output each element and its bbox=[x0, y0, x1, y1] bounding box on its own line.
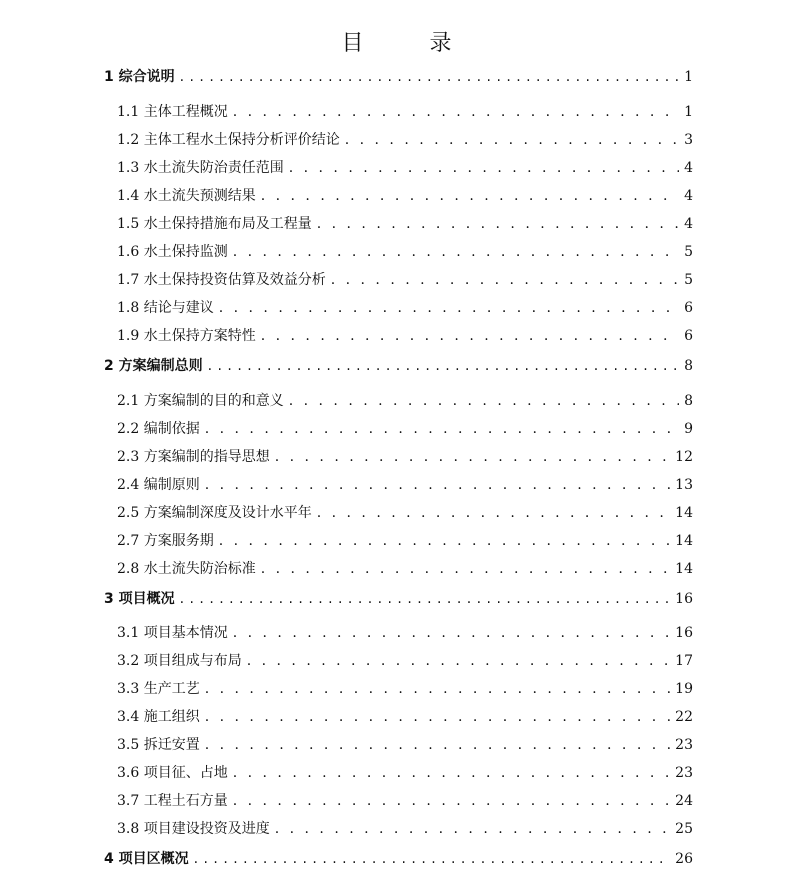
toc-label: 3.2 项目组成与布局 bbox=[117, 653, 242, 669]
toc-label: 2.7 方案服务期 bbox=[117, 533, 214, 549]
toc-entry[interactable] bbox=[117, 678, 693, 700]
toc-entry[interactable] bbox=[117, 530, 693, 552]
toc-label: 2.4 编制原则 bbox=[117, 477, 200, 493]
leader-dots bbox=[261, 185, 679, 207]
toc-entry[interactable] bbox=[117, 558, 693, 580]
leader-dots bbox=[233, 101, 679, 123]
toc-page-number: 23 bbox=[675, 737, 693, 753]
toc-label: 1.3 水土流失防治责任范围 bbox=[117, 160, 284, 176]
toc-label: 1.6 水土保持监测 bbox=[117, 244, 228, 260]
toc-page-number: 25 bbox=[675, 821, 693, 837]
toc-entry[interactable] bbox=[117, 213, 693, 235]
leader-dots bbox=[233, 241, 679, 263]
toc-label: 1.7 水土保持投资估算及效益分析 bbox=[117, 272, 326, 288]
toc-page-number: 3 bbox=[684, 132, 693, 148]
toc-page-number: 26 bbox=[675, 851, 693, 867]
toc-page-number: 22 bbox=[675, 709, 693, 725]
toc-entry[interactable] bbox=[117, 390, 693, 412]
toc-entry[interactable] bbox=[117, 101, 693, 123]
toc-page-number: 5 bbox=[684, 272, 693, 288]
leader-dots bbox=[205, 678, 670, 700]
toc-label: 3.8 项目建设投资及进度 bbox=[117, 821, 270, 837]
toc-page-number: 19 bbox=[675, 681, 693, 697]
toc-page-number: 14 bbox=[675, 561, 693, 577]
toc-page-number: 4 bbox=[684, 216, 693, 232]
toc-page-number: 16 bbox=[675, 625, 693, 641]
toc-page-number: 16 bbox=[675, 591, 693, 607]
leader-dots bbox=[275, 446, 670, 468]
leader-dots bbox=[180, 588, 671, 610]
toc-label: 1.5 水土保持措施布局及工程量 bbox=[117, 216, 312, 232]
toc-label: 1 综合说明 bbox=[104, 69, 175, 85]
toc-entry[interactable] bbox=[117, 446, 693, 468]
leader-dots bbox=[233, 762, 670, 784]
toc-entry[interactable] bbox=[117, 269, 693, 291]
toc-page-number: 23 bbox=[675, 765, 693, 781]
toc-page-number: 8 bbox=[684, 358, 693, 374]
page-title: 目 录 bbox=[341, 31, 474, 56]
toc-entry[interactable] bbox=[117, 790, 693, 812]
toc-page-number: 8 bbox=[684, 393, 693, 409]
toc-page-number: 12 bbox=[675, 449, 693, 465]
toc-label: 1.4 水土流失预测结果 bbox=[117, 188, 256, 204]
toc-section-1[interactable] bbox=[104, 66, 693, 88]
toc-label: 3.1 项目基本情况 bbox=[117, 625, 228, 641]
leader-dots bbox=[317, 213, 679, 235]
leader-dots bbox=[208, 355, 679, 377]
toc-section-3[interactable] bbox=[104, 588, 693, 610]
toc-page-number: 1 bbox=[684, 104, 693, 120]
leader-dots bbox=[180, 66, 679, 88]
toc-label: 4 项目区概况 bbox=[104, 851, 189, 867]
leader-dots bbox=[205, 474, 670, 496]
toc-label: 2 方案编制总则 bbox=[104, 358, 203, 374]
leader-dots bbox=[345, 129, 679, 151]
toc-label: 3 项目概况 bbox=[104, 591, 175, 607]
leader-dots bbox=[275, 818, 670, 840]
toc-entry[interactable] bbox=[117, 622, 693, 644]
toc-label: 3.7 工程土石方量 bbox=[117, 793, 228, 809]
leader-dots bbox=[205, 418, 679, 440]
leader-dots bbox=[233, 622, 670, 644]
toc-entry[interactable] bbox=[117, 650, 693, 672]
leader-dots bbox=[205, 706, 670, 728]
toc-label: 2.1 方案编制的目的和意义 bbox=[117, 393, 284, 409]
leader-dots bbox=[219, 530, 670, 552]
toc-label: 1.1 主体工程概况 bbox=[117, 104, 228, 120]
toc-label: 2.5 方案编制深度及设计水平年 bbox=[117, 505, 312, 521]
toc-section-4[interactable] bbox=[104, 848, 693, 870]
toc-label: 3.4 施工组织 bbox=[117, 709, 200, 725]
leader-dots bbox=[194, 848, 671, 870]
toc-label: 2.2 编制依据 bbox=[117, 421, 200, 437]
toc-entry[interactable] bbox=[117, 706, 693, 728]
leader-dots bbox=[317, 502, 670, 524]
toc-entry[interactable] bbox=[117, 762, 693, 784]
toc-entry[interactable] bbox=[117, 325, 693, 347]
toc-page-number: 6 bbox=[684, 328, 693, 344]
toc-page-number: 14 bbox=[675, 505, 693, 521]
leader-dots bbox=[261, 558, 670, 580]
toc-label: 2.8 水土流失防治标准 bbox=[117, 561, 256, 577]
toc-label: 1.9 水土保持方案特性 bbox=[117, 328, 256, 344]
toc-section-2[interactable] bbox=[104, 355, 693, 377]
toc-page-number: 17 bbox=[675, 653, 693, 669]
toc-entry[interactable] bbox=[117, 185, 693, 207]
toc-page-number: 4 bbox=[684, 160, 693, 176]
toc-entry[interactable] bbox=[117, 502, 693, 524]
toc-entry[interactable] bbox=[117, 129, 693, 151]
toc-label: 2.3 方案编制的指导思想 bbox=[117, 449, 270, 465]
toc-label: 3.6 项目征、占地 bbox=[117, 765, 228, 781]
toc-entry[interactable] bbox=[117, 157, 693, 179]
leader-dots bbox=[219, 297, 679, 319]
leader-dots bbox=[331, 269, 679, 291]
toc-entry[interactable] bbox=[117, 297, 693, 319]
toc-page-number: 5 bbox=[684, 244, 693, 260]
toc-page-number: 13 bbox=[675, 477, 693, 493]
leader-dots bbox=[289, 157, 679, 179]
toc-label: 3.5 拆迁安置 bbox=[117, 737, 200, 753]
toc-page-number: 1 bbox=[684, 69, 693, 85]
toc-page-number: 6 bbox=[684, 300, 693, 316]
leader-dots bbox=[247, 650, 670, 672]
toc-label: 1.2 主体工程水土保持分析评价结论 bbox=[117, 132, 340, 148]
toc-page-number: 9 bbox=[684, 421, 693, 437]
leader-dots bbox=[233, 790, 670, 812]
toc-page-number: 14 bbox=[675, 533, 693, 549]
toc-page-number: 4 bbox=[684, 188, 693, 204]
toc-entry[interactable] bbox=[117, 418, 693, 440]
leader-dots bbox=[289, 390, 679, 412]
toc-entry[interactable] bbox=[117, 818, 693, 840]
toc-label: 1.8 结论与建议 bbox=[117, 300, 214, 316]
toc-page-number: 24 bbox=[675, 793, 693, 809]
toc-entry[interactable] bbox=[117, 241, 693, 263]
toc-label: 3.3 生产工艺 bbox=[117, 681, 200, 697]
toc-entry[interactable] bbox=[117, 474, 693, 496]
leader-dots bbox=[261, 325, 679, 347]
toc-entry[interactable] bbox=[117, 734, 693, 756]
leader-dots bbox=[205, 734, 670, 756]
